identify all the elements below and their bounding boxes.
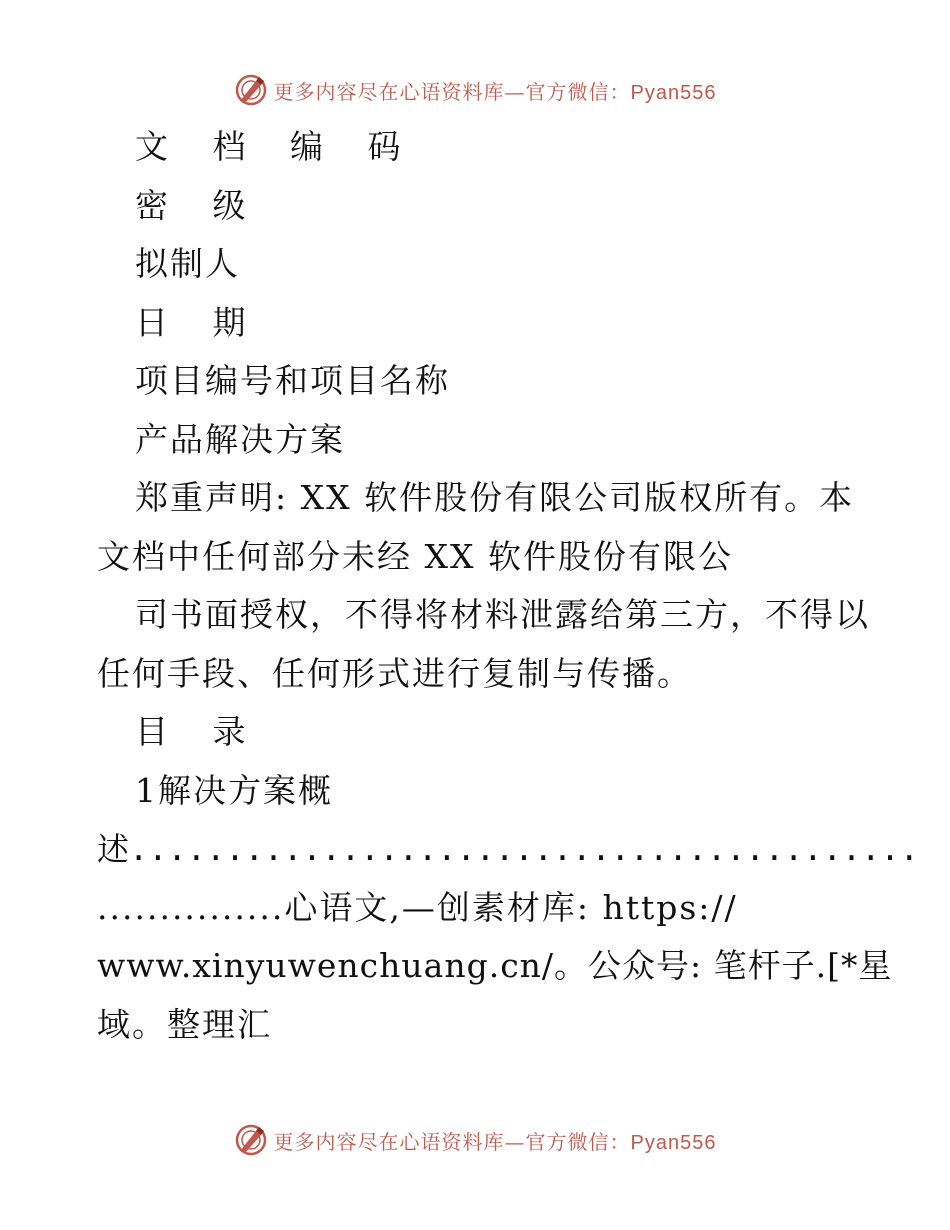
- project-label: 项目编号和项目名称: [135, 361, 450, 400]
- pen-logo-icon: [234, 73, 268, 107]
- statement-line-4: 任何手段、任何形式进行复制与传播。: [97, 653, 692, 693]
- statement-line-1: 郑重声明: XX 软件股份有限公司版权所有。本: [135, 478, 855, 517]
- banner-wechat-id: Pyan556: [630, 1131, 717, 1154]
- banner-wechat-label: 官方微信：: [525, 1129, 631, 1154]
- statement-line-2: 文档中任何部分未经 XX 软件股份有限公: [97, 536, 733, 576]
- source-line-1: ...............心语文,—创素材库: https://: [97, 887, 738, 927]
- document-title: 产品解决方案: [135, 419, 345, 459]
- banner-text: [274, 76, 717, 105]
- toc-dots-line: 述.........................................: [97, 830, 919, 868]
- pen-logo-icon: [234, 1123, 268, 1157]
- banner-separator: —: [504, 79, 526, 104]
- doc-code-label: 文 档 编 码: [135, 127, 418, 166]
- header-watermark-banner: [0, 70, 950, 110]
- banner-main: 更多内容尽在心语资料库: [273, 79, 505, 104]
- banner-main: 更多内容尽在心语资料库: [273, 1129, 505, 1154]
- banner-wechat-label: 官方微信：: [525, 79, 631, 104]
- footer-watermark-banner: [0, 1120, 950, 1160]
- author-label: 拟制人: [135, 244, 240, 283]
- source-line-3: 域。整理汇: [97, 1004, 272, 1044]
- document-body: [97, 118, 919, 1054]
- security-level-label: 密 级: [135, 185, 263, 225]
- toc-heading: 目 录: [135, 712, 263, 751]
- banner-text: [274, 1126, 717, 1155]
- banner-separator: —: [504, 1129, 526, 1154]
- date-label: 日 期: [135, 302, 263, 342]
- toc-entry-1: 1解决方案概: [135, 770, 333, 810]
- source-line-2: www.xinyuwenchuang.cn/。公众号: 笔杆子.[*星: [97, 946, 893, 985]
- statement-line-3: 司书面授权，不得将材料泄露给第三方，不得以: [135, 595, 870, 634]
- banner-wechat-id: Pyan556: [630, 81, 717, 104]
